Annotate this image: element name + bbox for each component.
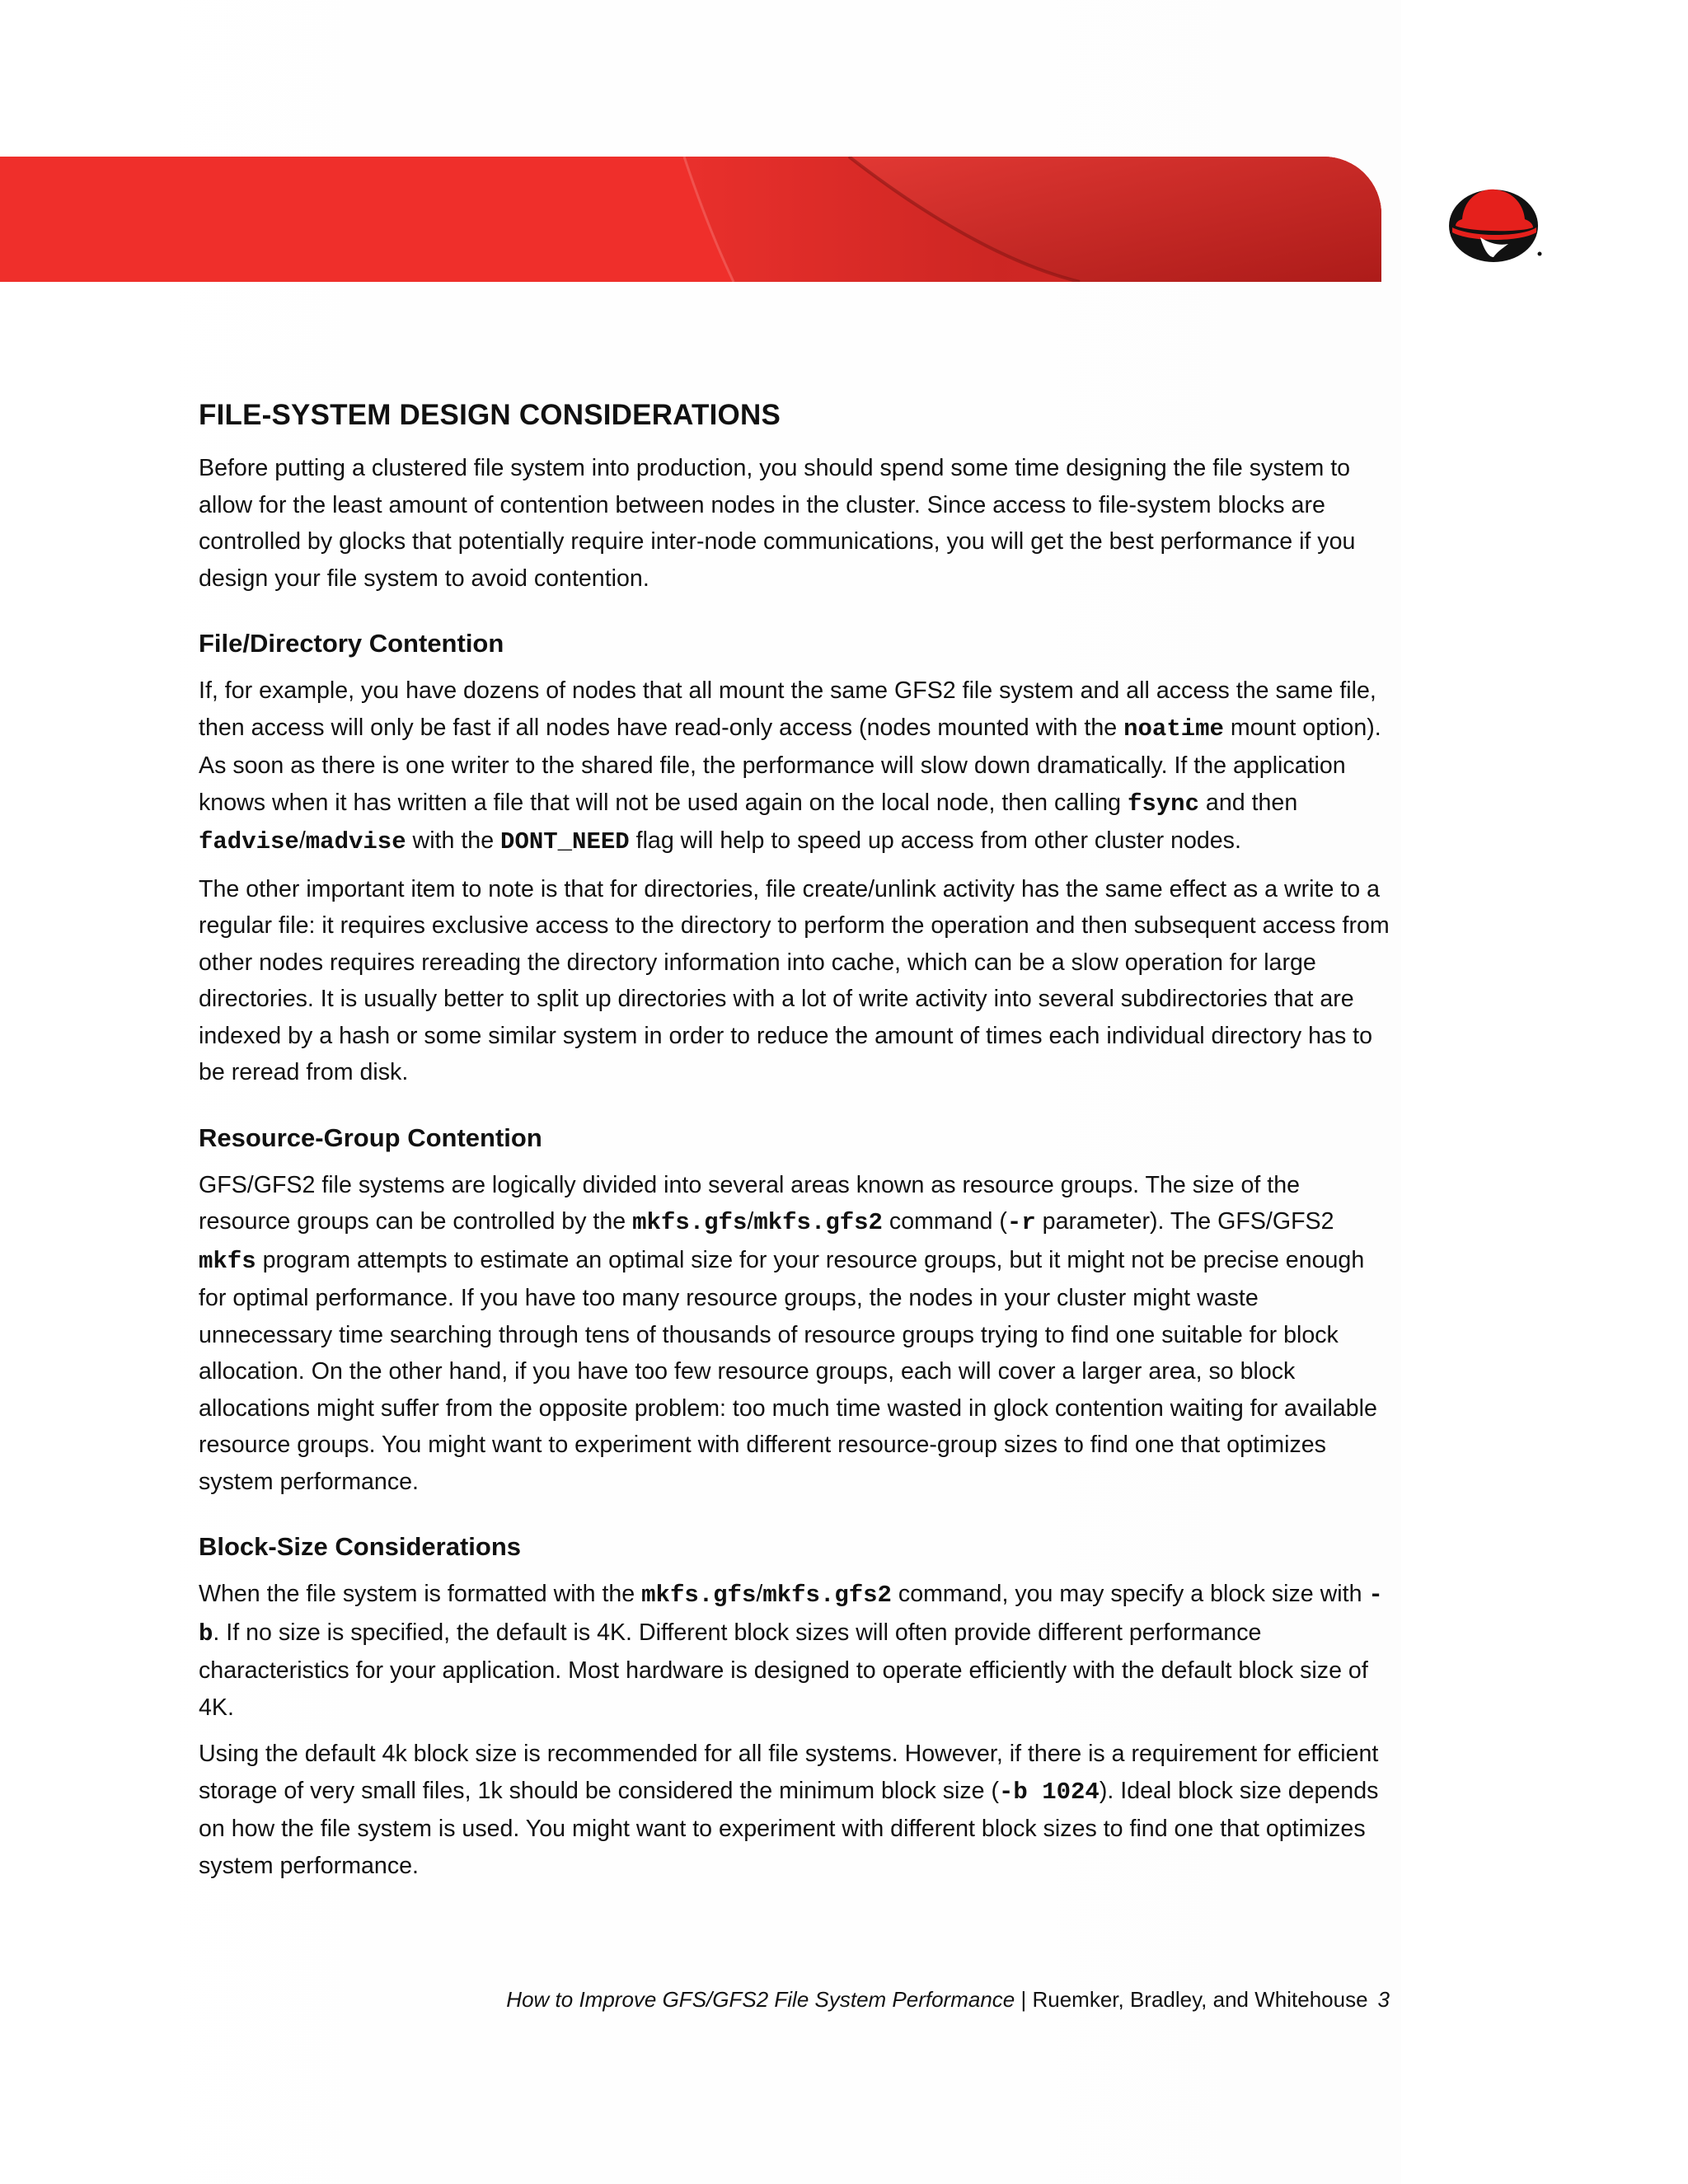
red-hat-logo-icon — [1447, 178, 1546, 264]
code-fadvise: fadvise — [199, 828, 299, 855]
code-b-1024: -b 1024 — [999, 1778, 1100, 1806]
page-footer — [506, 1983, 1390, 2016]
header-swoosh-graphic — [0, 157, 1381, 282]
code-mkfs-gfs2: mkfs.gfs2 — [753, 1209, 883, 1236]
block-size-paragraph-1: When the file system is formatted with the mkfs.gfs/mkfs.gfs2 command, you may specify a block size with -b. If no size is specified, the default is 4K. Different block sizes will often provide different performance characteristics for your application. Most hardware is designed to operate efficiently with the default block size of 4K. — [199, 1581, 1383, 1721]
section-title: FILE-SYSTEM DESIGN CONSIDERATIONS — [199, 399, 781, 431]
code-noatime: noatime — [1123, 715, 1224, 743]
block-size-paragraph-2: Using the default 4k block size is recommended for all file systems. However, if there is a requirement for efficient storage of very small files, 1k should be considered the minimum block size (-b 1024). Ideal block size depends on how the file system is used. You might want to experiment with different block sizes to find one that optimizes system performance. — [199, 1741, 1379, 1879]
resource-group-paragraph: GFS/GFS2 file systems are logically divided into several areas known as resource groups. The size of the resource groups can be controlled by the mkfs.gfs/mkfs.gfs2 command (-r parameter). The GFS/GFS2 mkfs program attempts to estimate an optimal size for your resource groups, but it might not be precise enough for optimal performance. If you have too many resource groups, the nodes in your cluster might waste unnecessary time searching through tens of thousands of resource groups trying to find one suitable for block allocation. On the other hand, if you have too few resource groups, each will cover a larger area, so block allocations might suffer from the opposite problem: too much time wasted in glock contention waiting for available resource groups. You might want to experiment with different resource-group sizes to find one that optimizes system performance. — [199, 1171, 1377, 1495]
footer-separator: | — [1015, 1987, 1033, 2012]
code-mkfs-gfs: mkfs.gfs — [632, 1209, 748, 1236]
intro-paragraph: Before putting a clustered file system into production, you should spend some time designing the file system to allow for the least amount of contention between nodes in the cluster. Since access to file-system blocks are controlled by glocks that potentially require inter-node communications, you will get the best performance if you design your file system to avoid contention. — [199, 455, 1356, 592]
footer-document-title: How to Improve GFS/GFS2 File System Performance — [506, 1987, 1015, 2012]
heading-file-directory-contention: File/Directory Contention — [199, 629, 504, 658]
header-banner — [0, 157, 1381, 282]
footer-page-number: 3 — [1377, 1987, 1390, 2012]
file-directory-paragraph-2: The other important item to note is that for directories, file create/unlink activity has the same effect as a write to a regular file: it requires exclusive access to the directory to perform the operation and then subsequent access from other nodes requires rereading the directory information into cache, which can be a slow operation for large directories. It is usually better to split up directories with a lot of write activity into several subdirectories that are indexed by a hash or some similar system in order to reduce the amount of times each individual directory has to be reread from disk. — [199, 875, 1390, 1085]
file-directory-paragraph-1: If, for example, you have dozens of nodes that all mount the same GFS2 file system and all access the same file, then access will only be fast if all nodes have read-only access (nodes mounted with the noatime mount option). As soon as there is one writer to the shared file, the performance will slow down dramatically. If the application knows when it has written a file that will not be used again on the local node, then calling fsync and then fadvise/madvise with the DONT_NEED flag will help to speed up access from other cluster nodes. — [199, 677, 1381, 855]
code-r-flag: -r — [1006, 1209, 1036, 1236]
code-dont-need: DONT_NEED — [500, 828, 630, 855]
code-mkfs-gfs2: mkfs.gfs2 — [762, 1582, 892, 1609]
code-mkfs: mkfs — [199, 1247, 256, 1275]
code-b-flag: -b — [199, 1582, 1383, 1647]
document-body — [199, 394, 1394, 1894]
heading-block-size-considerations: Block-Size Considerations — [199, 1532, 522, 1561]
footer-authors: Ruemker, Bradley, and Whitehouse — [1032, 1987, 1368, 2012]
code-madvise: madvise — [305, 828, 406, 855]
heading-resource-group-contention: Resource-Group Contention — [199, 1122, 542, 1152]
code-mkfs-gfs: mkfs.gfs — [641, 1582, 757, 1609]
code-fsync: fsync — [1127, 790, 1199, 818]
